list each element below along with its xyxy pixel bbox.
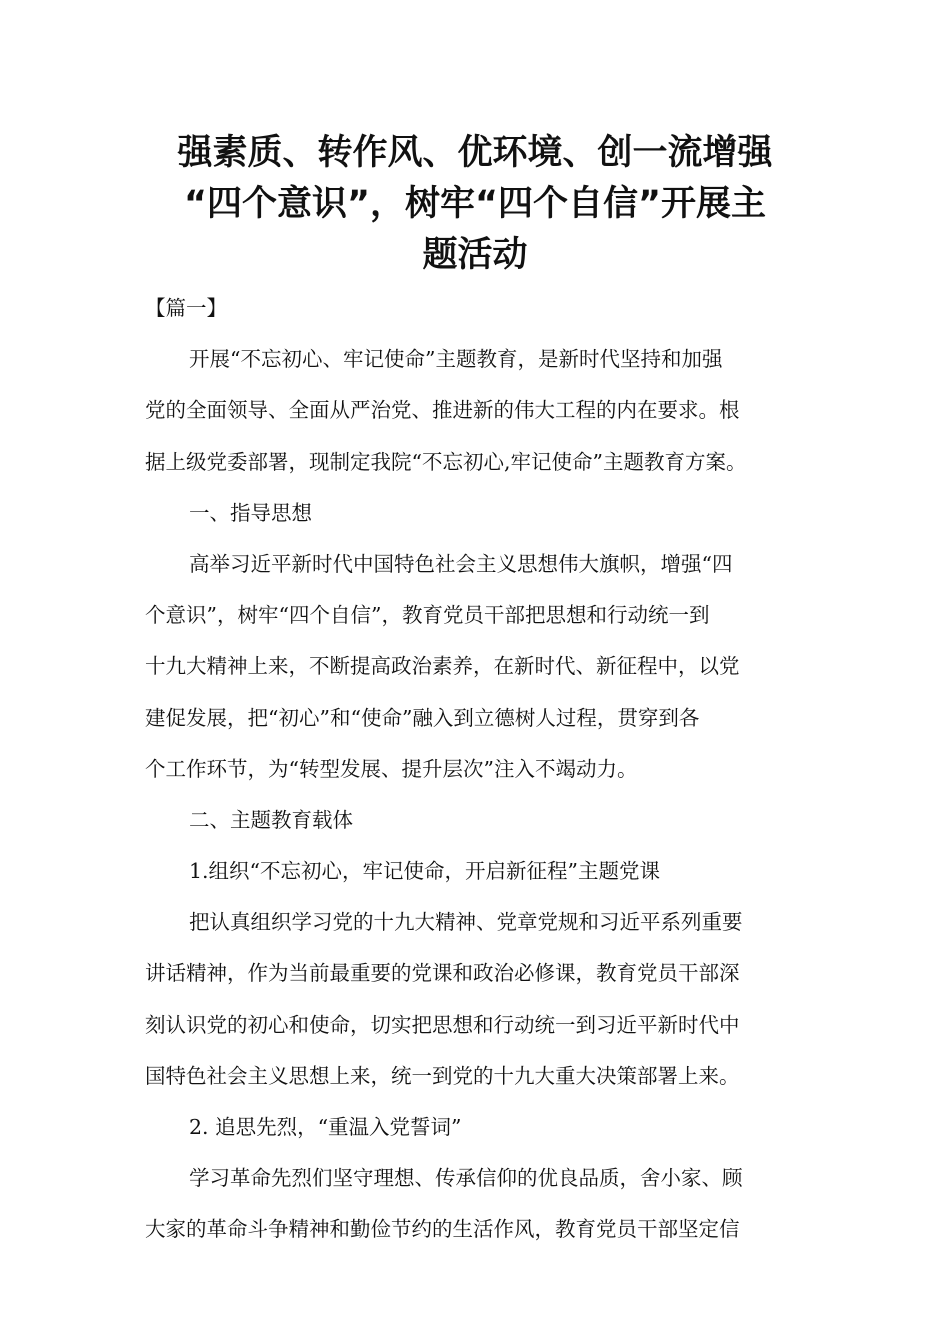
section-label: 【篇一】: [145, 296, 227, 320]
paragraph-line: 刻认识党的初心和使命，切实把思想和行动统一到习近平新时代中: [145, 1012, 740, 1037]
title-line: 题活动: [422, 235, 528, 275]
paragraph-line: 学习革命先烈们坚守理想、传承信仰的优良品质，舍小家、顾: [189, 1166, 743, 1191]
title-line: 强素质、转作风、优环境、创一流增强: [177, 133, 773, 173]
paragraph-line: 大家的革命斗争精神和勤俭节约的生活作风，教育党员干部坚定信: [145, 1217, 740, 1242]
paragraph-line: 开展“不忘初心、牢记使命”主题教育，是新时代坚持和加强: [189, 347, 723, 372]
section-heading: 一、指导思想: [189, 500, 312, 525]
paragraph-line: 据上级党委部署，现制定我院“不忘初心,牢记使命”主题教育方案。: [145, 449, 747, 474]
paragraph-line: 个意识”，树牢“四个自信”，教育党员干部把思想和行动统一到: [145, 603, 710, 628]
paragraph-line: 党的全面领导、全面从严治党、推进新的伟大工程的内在要求。根: [145, 398, 740, 423]
paragraph-line: 十九大精神上来，不断提高政治素养，在新时代、新征程中，以党: [145, 654, 740, 679]
section-heading: 二、主题教育载体: [189, 807, 353, 832]
paragraph-line: 国特色社会主义思想上来，统一到党的十九大重大决策部署上来。: [145, 1063, 740, 1088]
paragraph-line: 个工作环节，为“转型发展、提升层次”注入不竭动力。: [145, 756, 638, 781]
title-line: “四个意识”，树牢“四个自信”开展主: [183, 184, 766, 224]
paragraph-line: 高举习近平新时代中国特色社会主义思想伟大旗帜，增强“四: [189, 551, 733, 576]
document-title: [140, 128, 810, 281]
paragraph-line: 把认真组织学习党的十九大精神、党章党规和习近平系列重要: [189, 910, 743, 935]
document-body: [145, 283, 805, 1256]
subsection-heading: 2. 追思先烈，“重温入党誓词”: [189, 1115, 462, 1139]
paragraph-line: 讲话精神，作为当前最重要的党课和政治必修课，教育党员干部深: [145, 961, 740, 986]
paragraph-line: 建促发展，把“初心”和“使命”融入到立德树人过程，贯穿到各: [145, 705, 700, 730]
subsection-heading: 1.组织“不忘初心，牢记使命，开启新征程”主题党课: [189, 859, 661, 884]
